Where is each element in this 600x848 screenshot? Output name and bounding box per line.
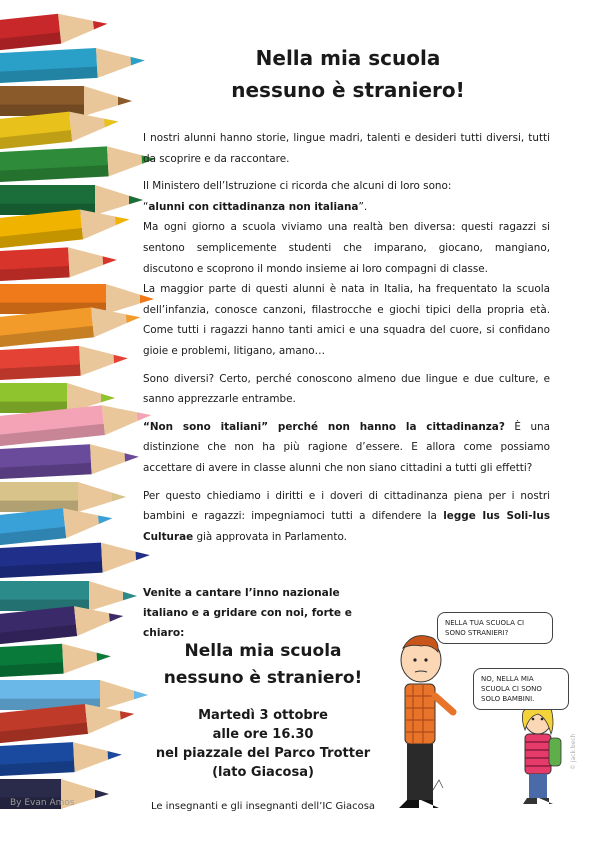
paragraph-2: Il Ministero dell’Istruzione ci ricorda che alcuni di loro sono: <box>143 180 452 193</box>
body-text <box>143 128 550 554</box>
paragraph-8-end: già approvata in Parlamento. <box>193 530 347 543</box>
event-place: nel piazzale del Parco Trotter <box>155 746 371 761</box>
paragraph-1: I nostri alunni hanno storie, lingue madri, talenti e desideri tutti diversi, tutti da scoprire e da raccontare. <box>143 132 550 165</box>
pencil <box>0 245 118 282</box>
quote-close: ”. <box>358 200 368 213</box>
event-time: alle ore 16.30 <box>212 727 314 742</box>
paragraph-4: Ma ogni giorno a scuola viviamo una realtà ben diversa: questi ragazzi si sentono semplicemente studenti che imparano, giocano, mangiano, discutono e scoprono il mondo insieme ai loro compagni di classe. <box>143 221 550 275</box>
event-details <box>143 706 383 782</box>
title-line-2: nessuno è straniero! <box>231 78 465 102</box>
law-name: legge Ius Soli-Ius Culturae <box>143 510 550 543</box>
pencil <box>0 144 157 183</box>
pencil <box>0 45 146 83</box>
photo-credit: By Evan Amos <box>10 798 75 808</box>
slogan-line-2: nessuno è straniero! <box>163 668 363 688</box>
event-place-detail: (lato Giacosa) <box>212 765 314 780</box>
speech-bubble-girl: NO, NELLA MIA SCUOLA CI SONO SOLO BAMBINI. <box>473 668 569 710</box>
pencil <box>0 86 132 116</box>
paragraph-8 <box>143 486 550 548</box>
page-title <box>143 42 553 106</box>
paragraph-3 <box>143 197 550 218</box>
quoted-phrase: alunni con cittadinanza non italiana <box>148 200 359 213</box>
paragraph-7 <box>143 417 550 479</box>
title-line-1: Nella mia scuola <box>255 46 441 70</box>
paragraph-5: La maggior parte di questi alunni è nata in Italia, ha frequentato la scuola dell’infanzia, conosce canzoni, filastrocche e giochi tipici della propria età. Come tutti i ragazzi hanno tanti amici e una squadra del cuore, si confidano gioie e problemi, litigano, amano… <box>143 283 550 357</box>
quote-open: “ <box>143 200 149 213</box>
speech-bubble-boy: NELLA TUA SCUOLA CI SONO STRANIERI? <box>437 612 553 644</box>
invite-text: Venite a cantare l’inno nazionale italiano e a gridare con noi, forte e chiaro: <box>143 587 352 639</box>
pencil <box>0 9 109 51</box>
pencil <box>0 581 137 611</box>
paragraph-6: Sono diversi? Certo, perché conoscono almeno due lingue e due culture, e sanno apprezzarle entrambe. <box>143 372 550 406</box>
paragraph-7-rest: È una distinzione che non ha più ragione d’essere. E allora come possiamo accettare di avere in classe alunni che non siano cittadini a tutti gli effetti? <box>143 420 550 474</box>
boy-figure <box>399 636 453 808</box>
question-bold: “Non sono italiani” perché non hanno la cittadinanza? <box>143 420 505 433</box>
slogan-line-1: Nella mia scuola <box>184 641 342 661</box>
pencil <box>0 740 123 777</box>
event-date: Martedì 3 ottobre <box>198 708 328 723</box>
paragraph-8-start: Per questo chiediamo i diritti e i doveri di cittadinanza piena per i nostri bambini e ragazzi: impegniamoci tutti a difendere la <box>143 489 550 523</box>
pencil <box>0 540 151 578</box>
cartoon-copyright: © jack bech <box>570 733 577 770</box>
pencil <box>0 442 140 480</box>
pencil <box>0 482 126 512</box>
slogan-title <box>143 638 383 692</box>
signature: Le insegnanti e gli insegnanti dell’IC Giacosa <box>150 801 376 812</box>
pencil <box>0 343 129 380</box>
girl-figure <box>522 702 561 804</box>
pencil <box>0 641 112 677</box>
